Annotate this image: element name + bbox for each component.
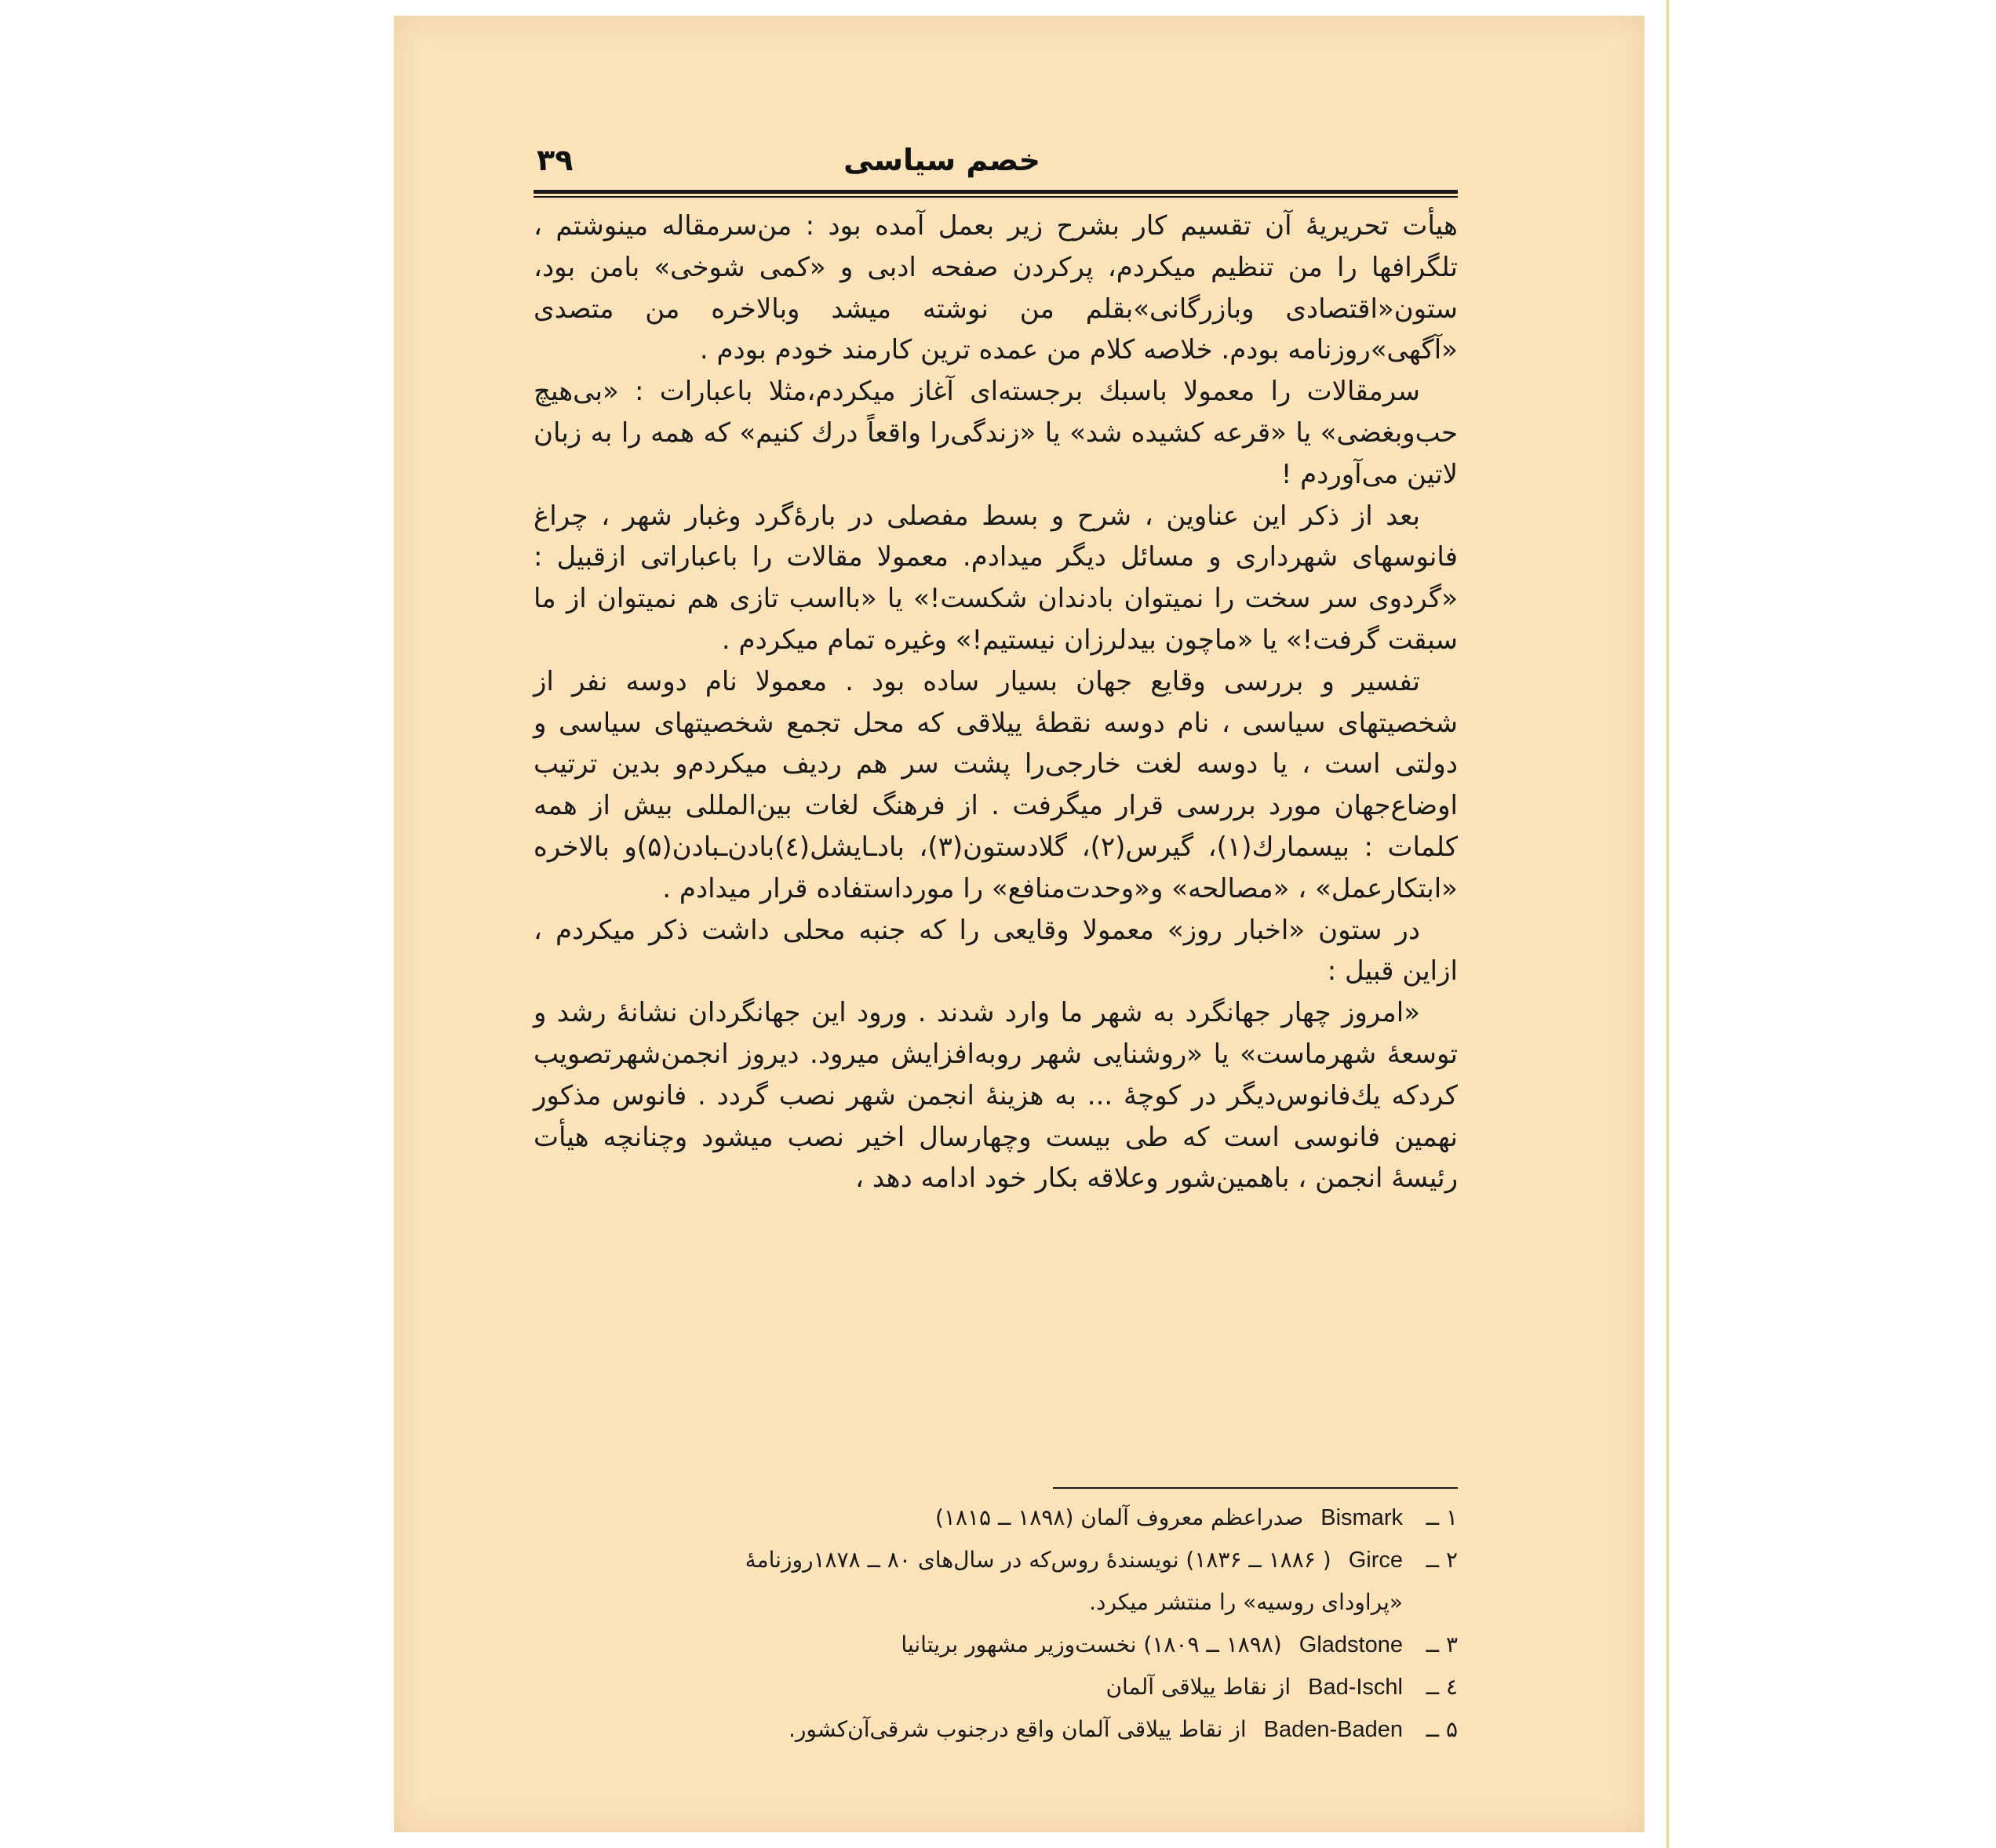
paragraph-4: تفسیر و بررسی وقایع جهان بسیار ساده بود . معمولا نام دوسه نفر از شخصیتهای سیاسی ، نام دوسه نقطهٔ ییلاقی که محل تجمع شخصیتهای سیاسی و دولتی است ، یا دوسه لغت خارجی‌را پشت سر هم ردیف میکردم‌و بدین ترتیب اوضاع‌جهان مورد بررسی قرار میگرفت . از فرهنگ لغات بین‌المللی بیش از همه کلمات : بیسمارك(۱)، گیرس(۲)، گلادستون(۳)، باد‌ـایشل(٤)بادن‌ـبادن(۵)و بالاخره «ابتکارعمل» ، «مصالحه» و«وحدت‌منافع» را مورداستفاده قرار میدادم .	[534, 665, 1459, 904]
book-page	[394, 16, 1645, 1832]
header-rule-thick	[534, 190, 1458, 194]
footnote-text: ( ۱۸۸۶ ــ ۱۸۳۶) نویسندهٔ روس‌که در سال‌های ۸۰ ــ ۱۸۷۸روزنامهٔ	[745, 1547, 1331, 1573]
paragraph-5: در ستون «اخبار روز» معمولا وقایعی را که جنبه محلی داشت ذکر میکردم ، ازاین قبیل :	[534, 914, 1458, 988]
footnote-5	[534, 1708, 1458, 1751]
footnote-text: صدراعظم معروف آلمان (۱۸۹۸ ــ ۱۸۱۵)	[934, 1504, 1304, 1530]
footnote-term: Bismark	[1320, 1505, 1403, 1530]
footnote-term: Girce	[1348, 1548, 1403, 1573]
footnote-number: ٤ ــ	[1426, 1674, 1458, 1700]
paragraph-6: «امروز چهار جهانگرد به شهر ما وارد شدند . ورود این جهانگردان نشانهٔ رشد و توسعهٔ شهرماست» یا «روشنایی شهر روبه‌افزایش میرود. دیروز انجمن‌شهرتصویب کردکه یك‌فانوس‌دیگر در کوچهٔ ... به هزینهٔ انجمن شهر نصب گردد . فانوس مذکور نهمین فانوسی است که طی بیست وچهارسال اخیر نصب میشود وچنانچه هیأت رئیسهٔ انجمن ، باهمین‌شور وعلاقه بکار خود ادامه دهد ،	[534, 997, 1458, 1195]
footnote-4	[534, 1666, 1458, 1708]
running-title: خصم سیاسی	[843, 143, 1040, 177]
footnote-number: ۲ ــ	[1426, 1547, 1458, 1573]
footnote-term: Baden-Baden	[1263, 1717, 1403, 1742]
footnote-term: Bad-Ischl	[1308, 1675, 1403, 1700]
paragraph-2: سرمقالات را معمولا باسبك برجسته‌ای آغاز میکردم،مثلا باعبارات : «بی‌هیچ حب‌وبغضی» یا «قرعه کشیده شد» یا «زندگی‌را واقعاً درك کنیم» که همه را به زبان لاتین می‌آوردم !	[534, 376, 1458, 490]
body-text	[534, 206, 1458, 1199]
footnote-number: ۵ ــ	[1426, 1716, 1458, 1742]
footnote-text: (۱۸۹۸ ــ ۱۸۰۹) نخست‌وزیر مشهور بریتانیا	[901, 1632, 1282, 1657]
footnote-3	[534, 1624, 1458, 1666]
footnote-text: از نقاط ییلاقی آلمان	[1105, 1674, 1291, 1700]
page-number: ۳۹	[537, 143, 574, 177]
page-header	[534, 140, 1458, 187]
footnote-1	[534, 1497, 1458, 1539]
footnote-number: ۳ ــ	[1426, 1632, 1458, 1657]
scan-edge-line	[1666, 0, 1669, 1848]
footnote-rule	[1053, 1487, 1458, 1489]
footnote-term: Gladstone	[1298, 1632, 1403, 1657]
footnote-text: از نقاط ییلاقی آلمان واقع درجنوب شرقی‌آن‌کشور.	[788, 1716, 1247, 1742]
footnote-2	[534, 1539, 1458, 1581]
footnotes	[534, 1497, 1458, 1751]
footnote-2-continuation: «پراودای روسیه» را منتشر میکرد.	[1089, 1589, 1403, 1615]
footnote-number: ۱ ــ	[1426, 1504, 1458, 1530]
header-rule-thin	[534, 196, 1458, 198]
paragraph-1: هیأت تحریریهٔ آن تقسیم کار بشرح زیر بعمل آمده بود : من‌سرمقاله مینوشتم ، تلگرافها را من تنظیم میکردم، پرکردن صفحه ادبی و «کمی شوخی» بامن بود، ستون«اقتصادی وبازرگانی»بقلم من نوشته میشد وبالاخره من متصدی «آگهی»روزنامه بودم. خلاصه کلام من عمده ترین کارمند خودم بودم .	[534, 210, 1458, 366]
paragraph-3: بعد از ذکر این عناوین ، شرح و بسط مفصلی در بارهٔ‌گرد وغبار شهر ، چراغ فانوسهای شهرداری و مسائل دیگر میدادم. معمولا مقالات را باعباراتی ازقبیل : «گردوی سر سخت را نمیتوان بادندان شکست!» یا «بااسب تازی هم نمیتوان از ما سبقت گرفت!» یا «ماچون بیدلرزان نیستیم!» وغیره تمام میکردم .	[534, 500, 1458, 656]
